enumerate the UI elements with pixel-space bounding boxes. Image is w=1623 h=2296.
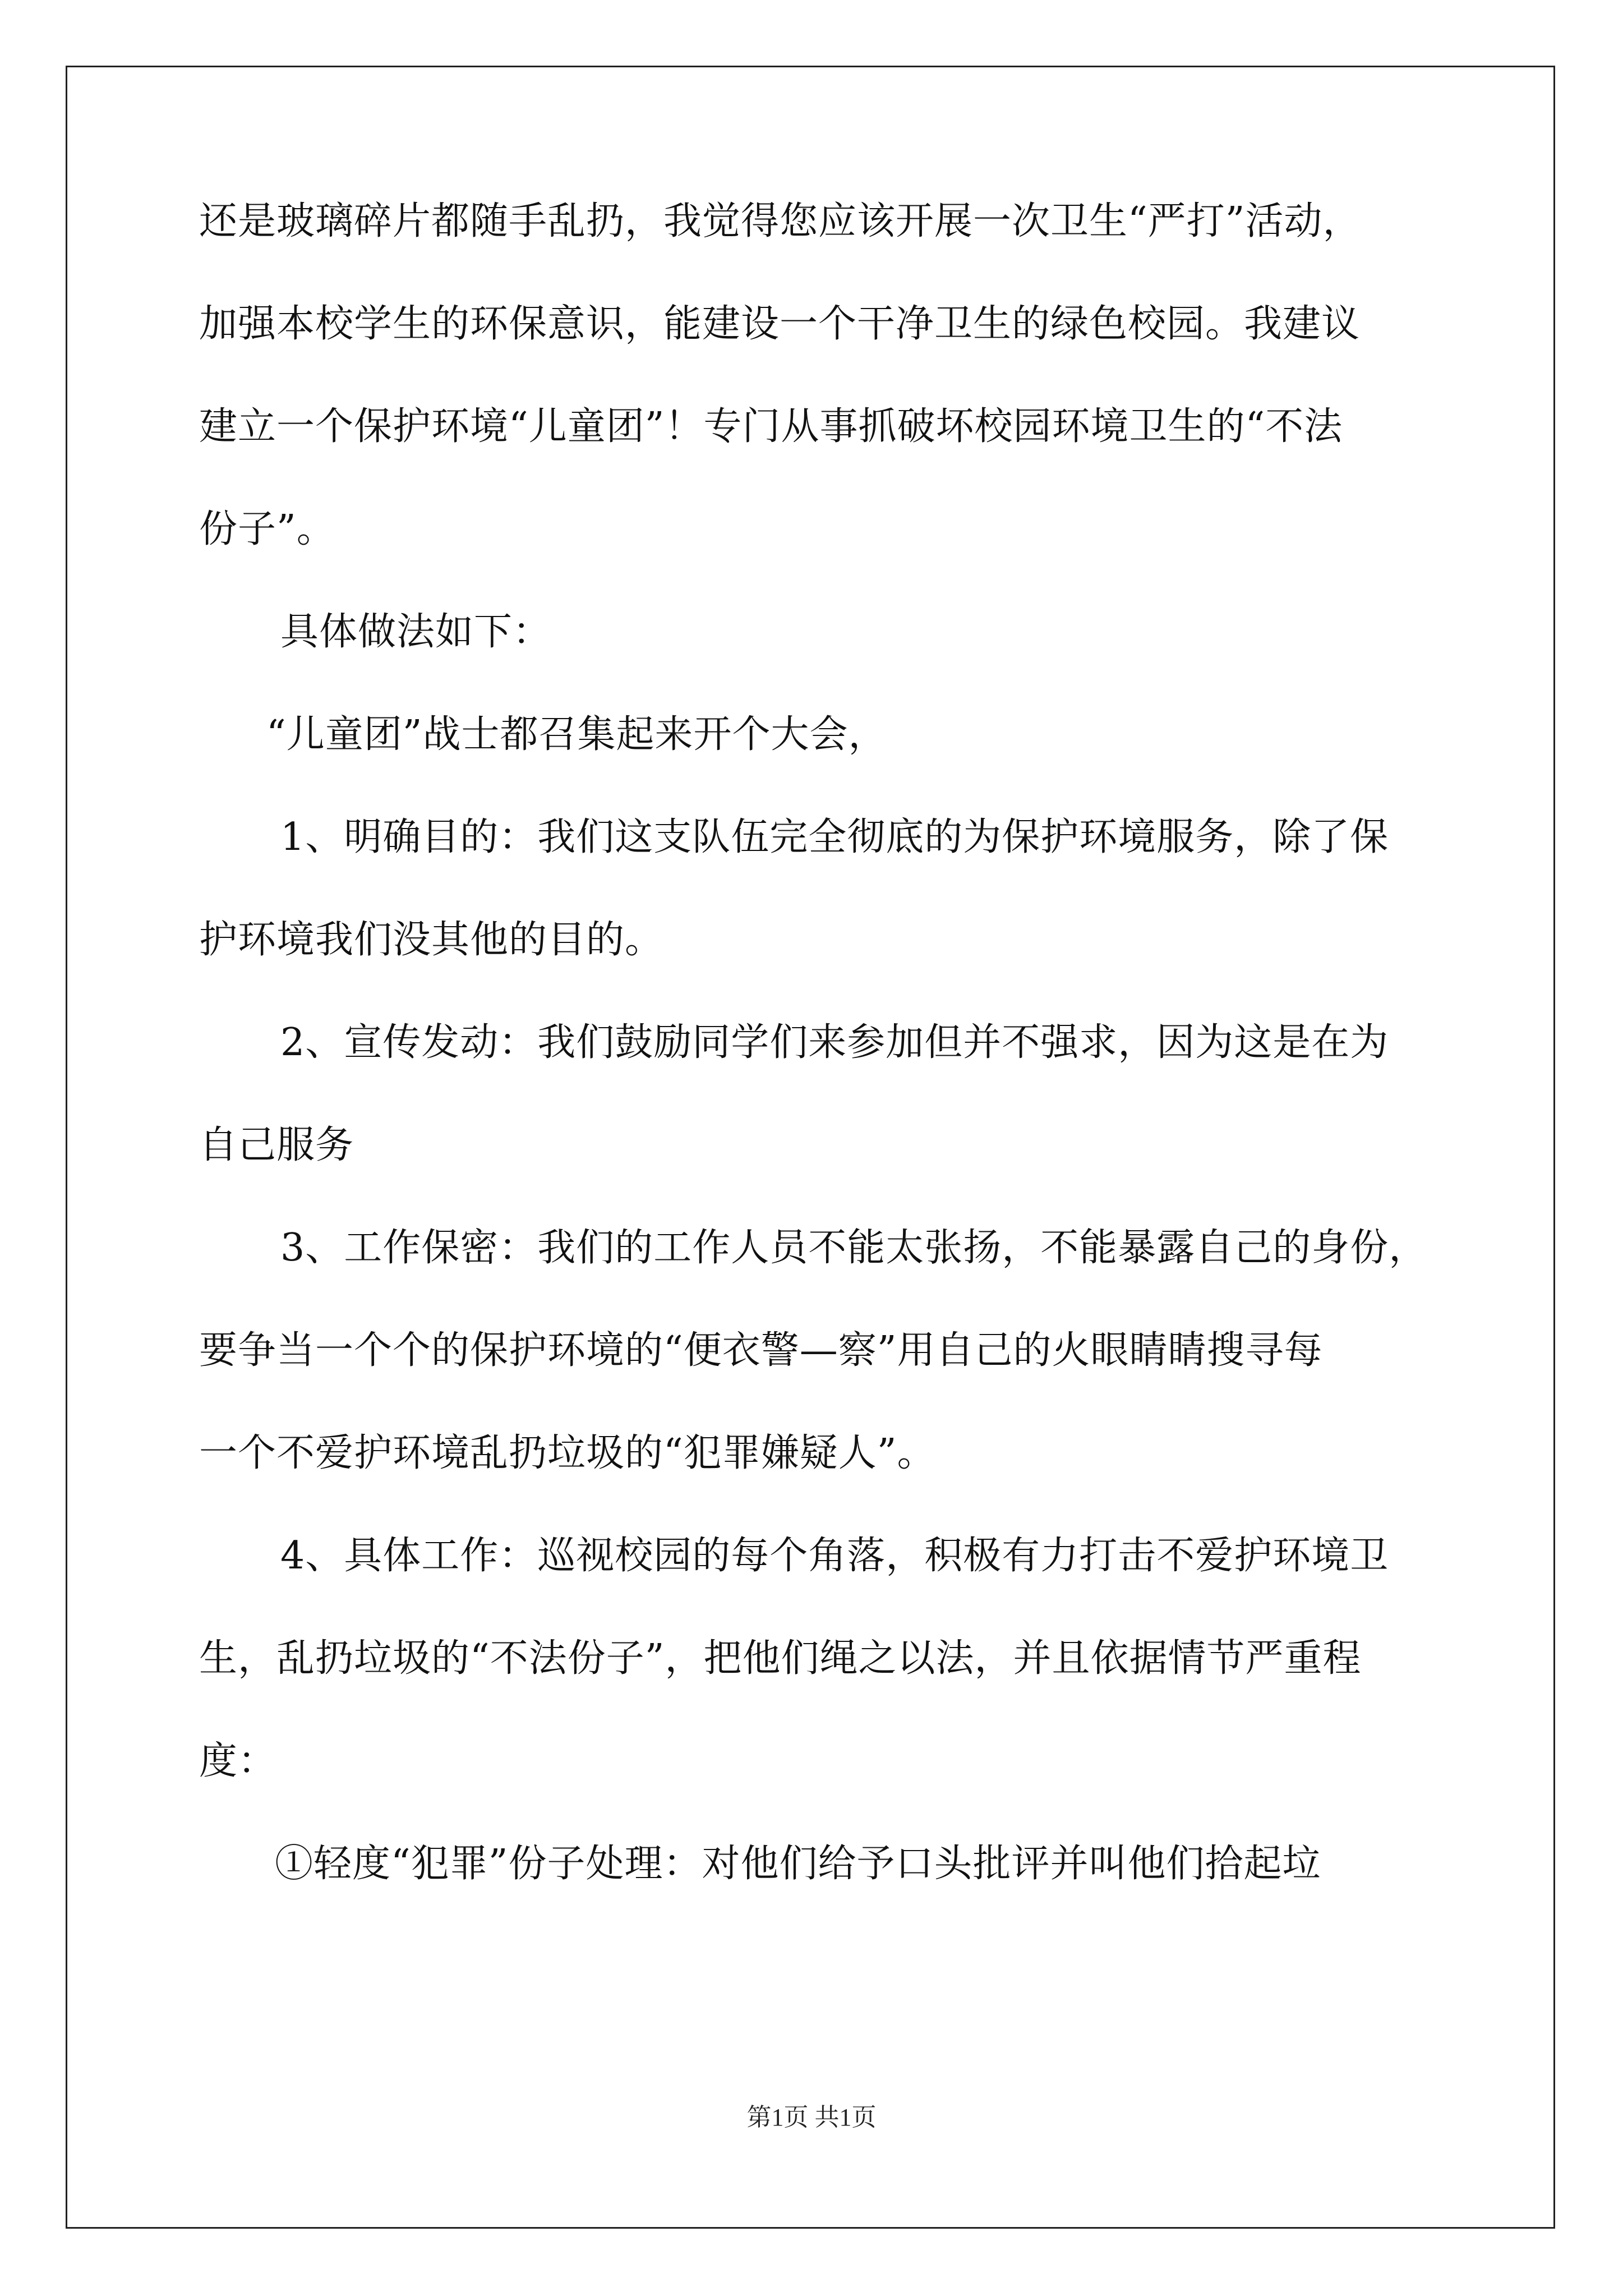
- text-line-2: 加强本校学生的环保意识，能建设一个干净卫生的绿色校园。我建议: [199, 302, 1361, 346]
- item-4-line-2: 生，乱扔垃圾的“不法份子”，把他们绳之以法，并且依据情节严重程: [199, 1636, 1362, 1681]
- item-3-line-1: 3、工作保密：我们的工作人员不能太张扬，不能暴露自己的身份，: [280, 1226, 1428, 1270]
- item-4-line-3: 度：: [199, 1739, 277, 1783]
- sub-item-1-line-1: ①轻度“犯罪”份子处理：对他们给予口头批评并叫他们拾起垃: [275, 1842, 1321, 1886]
- item-2-line-2: 自己服务: [199, 1123, 354, 1167]
- text-line-1: 还是玻璃碎片都随手乱扔，我觉得您应该开展一次卫生“严打”活动，: [199, 199, 1362, 243]
- item-3-line-2: 要争当一个个的保护环境的“便衣警—察”用自己的火眼睛睛搜寻每: [199, 1328, 1323, 1373]
- item-2-line-1: 2、宣传发动：我们鼓励同学们来参加但并不强求，因为这是在为: [280, 1020, 1389, 1065]
- paragraph-meeting: “儿童团”战士都召集起来开个大会，: [266, 712, 887, 757]
- page-number-footer: 第1页 共1页: [746, 2104, 877, 2131]
- item-1-line-2: 护环境我们没其他的目的。: [199, 918, 664, 962]
- paragraph-intro: 具体做法如下：: [280, 610, 552, 654]
- item-3-line-3: 一个不爱护环境乱扔垃圾的“犯罪嫌疑人”。: [199, 1431, 936, 1475]
- item-1-line-1: 1、明确目的：我们这支队伍完全彻底的为保护环境服务，除了保: [280, 815, 1389, 859]
- text-line-4: 份子”。: [199, 507, 335, 551]
- text-line-3: 建立一个保护环境“儿童团”！专门从事抓破坏校园环境卫生的“不法: [199, 404, 1343, 449]
- item-4-line-1: 4、具体工作：巡视校园的每个角落，积极有力打击不爱护环境卫: [280, 1534, 1389, 1578]
